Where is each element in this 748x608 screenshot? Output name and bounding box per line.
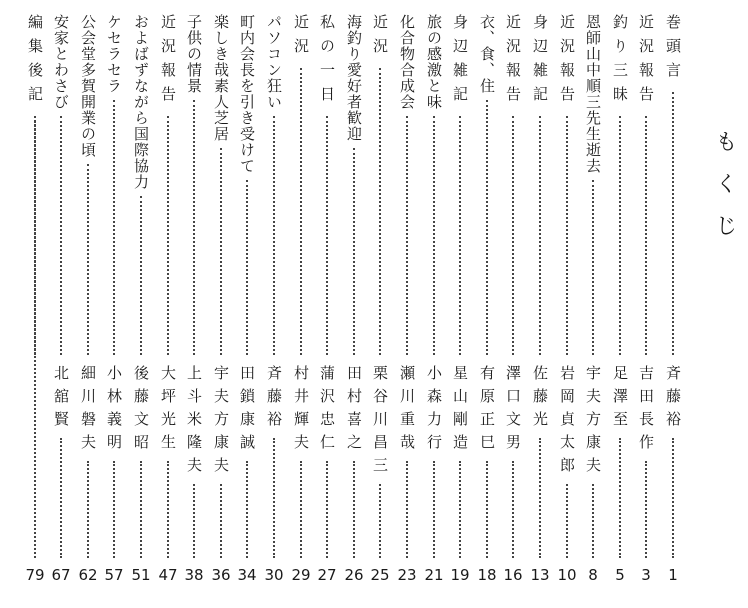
dot-leader	[566, 484, 568, 558]
entry-title: 化合物合成会	[398, 14, 416, 110]
entry-title: 近況報告	[637, 14, 655, 110]
dot-leader	[246, 461, 248, 558]
entry-author: 田鎖康誠	[238, 365, 256, 457]
entry-page-number: 26	[344, 566, 364, 584]
toc-entry	[660, 0, 686, 608]
entry-author: 細川磐夫	[79, 365, 97, 457]
entry-author: 小森力行	[425, 365, 443, 457]
entry-author: 後藤文昭	[132, 365, 150, 457]
entry-page-number: 57	[104, 566, 124, 584]
toc-entry	[181, 0, 207, 608]
entry-page-number: 38	[184, 566, 204, 584]
entry-title: ケセラセラ	[105, 14, 123, 94]
dot-leader	[353, 461, 355, 558]
toc-entry	[261, 0, 287, 608]
entry-page-number: 62	[78, 566, 98, 584]
entry-title: 編集後記	[26, 14, 44, 110]
dot-leader	[379, 484, 381, 558]
entry-author: 蒲沢忠仁	[318, 365, 336, 457]
entry-page-number: 51	[131, 566, 151, 584]
entry-title: 衣、食、住	[478, 14, 496, 94]
dot-leader	[486, 461, 488, 558]
dot-leader	[326, 116, 328, 355]
toc-entry	[554, 0, 580, 608]
entry-page-number: 5	[615, 566, 625, 584]
entry-title: 巻頭言	[664, 14, 682, 86]
dot-leader	[672, 92, 674, 355]
dot-leader	[433, 461, 435, 558]
entry-author: 栗谷川昌三	[371, 365, 389, 480]
entry-author: 田村喜之	[345, 365, 363, 457]
entry-page-number: 3	[641, 566, 651, 584]
entry-page-number: 47	[158, 566, 178, 584]
entry-page-number: 1	[668, 566, 678, 584]
entry-page-number: 27	[317, 566, 337, 584]
entry-page-number: 18	[477, 566, 497, 584]
entry-title: 身辺雑記	[531, 14, 549, 110]
entry-title: およばずながら国際協力	[132, 14, 150, 190]
entry-author: 上斗米隆夫	[185, 365, 203, 480]
entry-page-number: 36	[211, 566, 231, 584]
entry-title: 身辺雑記	[451, 14, 469, 110]
dot-leader	[539, 116, 541, 355]
entry-title: 近況報告	[558, 14, 576, 110]
dot-leader	[592, 484, 594, 558]
dot-leader	[406, 461, 408, 558]
entry-title: 子供の情景	[185, 14, 203, 94]
dot-leader	[486, 100, 488, 355]
dot-leader	[566, 116, 568, 355]
entry-title: 近況	[292, 14, 310, 62]
toc-heading: もくじ	[712, 130, 737, 256]
entry-author: 宇夫方康夫	[584, 365, 602, 480]
entry-title: パソコン狂い	[265, 14, 283, 110]
dot-leader	[113, 461, 115, 558]
dot-leader	[433, 116, 435, 355]
toc-entry	[288, 0, 314, 608]
entry-page-number: 19	[450, 566, 470, 584]
dot-leader	[300, 461, 302, 558]
entry-page-number: 34	[237, 566, 257, 584]
dot-leader	[273, 116, 275, 355]
entry-author: 村井輝夫	[292, 365, 310, 457]
entry-title: 旅の感激と味	[425, 14, 443, 110]
dot-leader	[300, 68, 302, 355]
entry-author: 北舘賢	[52, 365, 70, 434]
dot-leader	[87, 164, 89, 355]
entry-author: 有原正巳	[478, 365, 496, 457]
entry-author: 斉藤裕	[664, 365, 682, 434]
toc-entry	[128, 0, 154, 608]
dot-leader	[273, 438, 275, 558]
dot-leader	[246, 180, 248, 355]
entry-title: 近況報告	[504, 14, 522, 110]
entry-page-number: 21	[424, 566, 444, 584]
toc-entry	[527, 0, 553, 608]
entry-author: 大坪光生	[159, 365, 177, 457]
toc-entry	[500, 0, 526, 608]
entry-title: 公会堂多賀開業の頃	[79, 14, 97, 158]
entry-title: 安家とわさび	[52, 14, 70, 110]
entry-author: 星山剛造	[451, 365, 469, 457]
entry-page-number: 25	[370, 566, 390, 584]
entry-author: 瀬川重哉	[398, 365, 416, 457]
entry-author: 岩岡貞太郎	[558, 365, 576, 480]
dot-leader	[34, 116, 36, 558]
toc-entry	[447, 0, 473, 608]
entry-page-number: 29	[291, 566, 311, 584]
dot-leader	[220, 484, 222, 558]
dot-leader	[672, 438, 674, 558]
entry-author: 宇夫方康夫	[212, 365, 230, 480]
entry-title: 釣り三昧	[611, 14, 629, 110]
dot-leader	[619, 116, 621, 355]
entry-author: 佐藤光	[531, 365, 549, 434]
dot-leader	[167, 116, 169, 355]
dot-leader	[645, 116, 647, 355]
dot-leader	[512, 461, 514, 558]
toc-entry	[155, 0, 181, 608]
toc-entry	[474, 0, 500, 608]
entry-title: 恩師山中順三先生逝去	[584, 14, 602, 174]
dot-leader	[140, 196, 142, 355]
toc-entry	[367, 0, 393, 608]
dot-leader	[113, 100, 115, 355]
dot-leader	[326, 461, 328, 558]
dot-leader	[539, 438, 541, 558]
entry-title: 楽しき哉素人芝居	[212, 14, 230, 142]
dot-leader	[60, 116, 62, 355]
entry-page-number: 30	[264, 566, 284, 584]
toc-entry	[234, 0, 260, 608]
dot-leader	[140, 461, 142, 558]
toc-entry	[314, 0, 340, 608]
entry-author: 小林義明	[105, 365, 123, 457]
entry-page-number: 67	[51, 566, 71, 584]
entry-title: 海釣り愛好者歓迎	[345, 14, 363, 142]
dot-leader	[60, 438, 62, 558]
toc-entry	[607, 0, 633, 608]
dot-leader	[87, 461, 89, 558]
toc-entry	[633, 0, 659, 608]
toc-entry	[421, 0, 447, 608]
entry-page-number: 16	[503, 566, 523, 584]
toc-entry	[394, 0, 420, 608]
entry-author: 澤口文男	[504, 365, 522, 457]
entry-title: 町内会長を引き受けて	[238, 14, 256, 174]
toc-entry	[48, 0, 74, 608]
dot-leader	[193, 484, 195, 558]
entry-page-number: 8	[588, 566, 598, 584]
entry-author: 吉田長作	[637, 365, 655, 457]
dot-leader	[459, 461, 461, 558]
entry-page-number: 10	[557, 566, 577, 584]
toc-entry	[22, 0, 48, 608]
toc-entry	[341, 0, 367, 608]
entry-author: 斉藤裕	[265, 365, 283, 434]
dot-leader	[193, 100, 195, 355]
dot-leader	[512, 116, 514, 355]
toc-entry	[580, 0, 606, 608]
dot-leader	[353, 148, 355, 355]
entry-title: 私の一日	[318, 14, 336, 110]
dot-leader	[459, 116, 461, 355]
dot-leader	[592, 180, 594, 355]
entry-title: 近況	[371, 14, 389, 62]
dot-leader	[220, 148, 222, 355]
toc-entry	[101, 0, 127, 608]
entry-title: 近況報告	[159, 14, 177, 110]
entry-author: 足澤至	[611, 365, 629, 434]
dot-leader	[619, 438, 621, 558]
entry-page-number: 79	[25, 566, 45, 584]
dot-leader	[379, 68, 381, 355]
dot-leader	[645, 461, 647, 558]
dot-leader	[406, 116, 408, 355]
entry-page-number: 23	[397, 566, 417, 584]
dot-leader	[167, 461, 169, 558]
toc-entry	[208, 0, 234, 608]
toc-entry	[75, 0, 101, 608]
entry-page-number: 13	[530, 566, 550, 584]
